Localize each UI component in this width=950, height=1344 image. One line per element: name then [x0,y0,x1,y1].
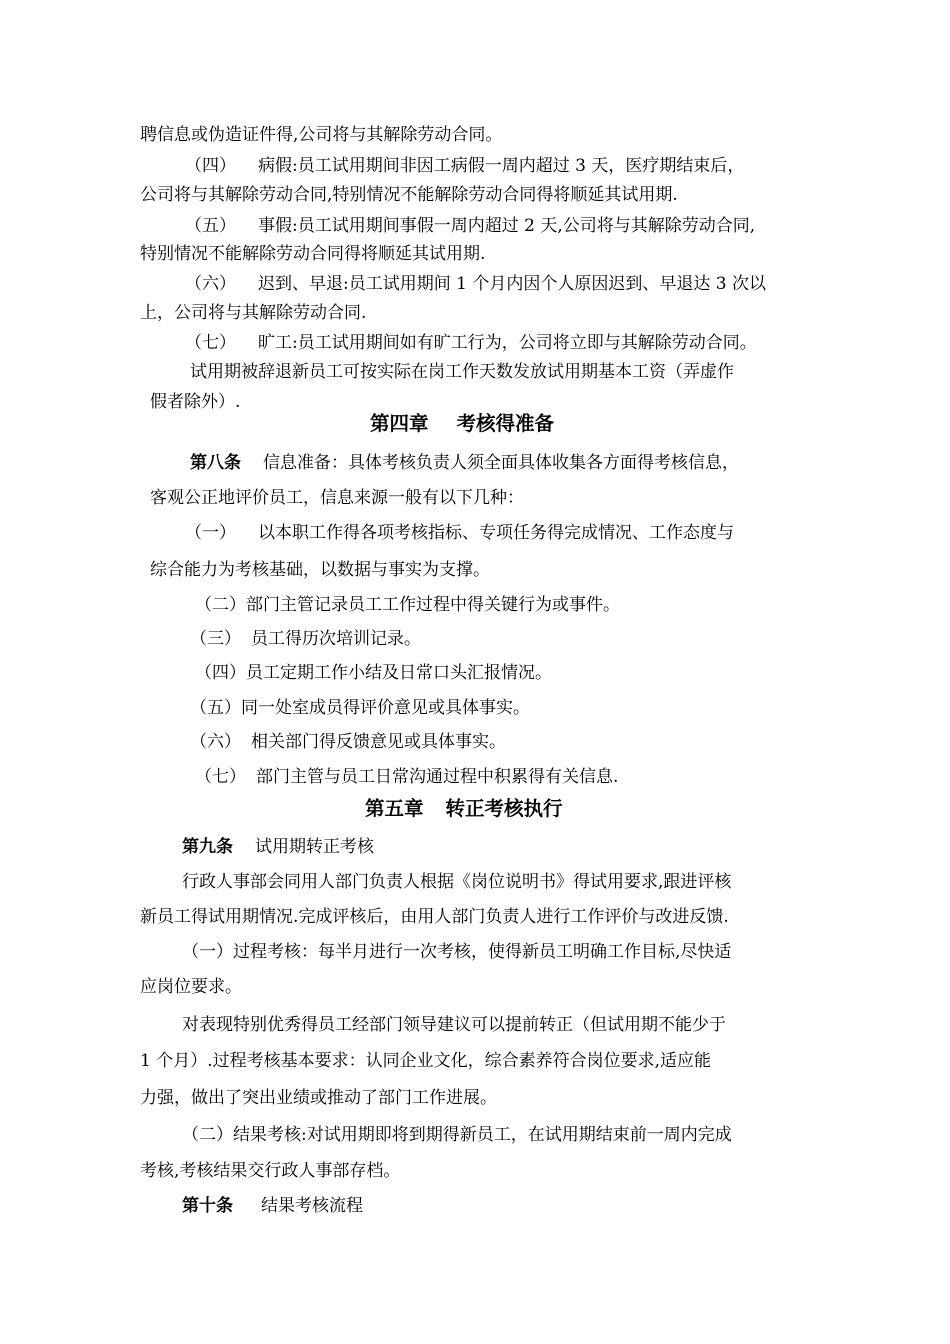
item-text: 员工定期工作小结及日常口头汇报情况。 [246,663,552,683]
article-title: 结果考核流程 [261,1196,363,1216]
item-text: 部门主管记录员工工作过程中得关键行为或事件。 [246,595,620,615]
chapter-number: 第四章 [370,412,429,435]
text-line: 新员工得试用期情况.完成评核后，由用人部门负责人进行工作评价与改进反馈. [140,907,729,927]
text-line: 综合能力为考核基础，以数据与事实为支撑。 [150,560,490,580]
text-line: （二）结果考核:对试用期即将到期得新员工，在试用期结束前一周内完成 [182,1125,732,1145]
item-label: （七） [195,767,246,787]
item-label: （六） [190,732,241,752]
item-label: （六） [185,274,236,294]
chapter-heading [365,797,563,821]
list-item [190,628,421,650]
list-item [190,697,530,719]
item-label: （五） [190,698,241,718]
item-label: （一） [185,523,236,543]
text-line: 1 个月）.过程考核基本要求：认同企业文化，综合素养符合岗位要求,适应能 [140,1051,712,1071]
chapter-heading [370,412,554,436]
chapter-title: 转正考核执行 [445,797,563,820]
text-line: 上，公司将与其解除劳动合同. [140,303,367,323]
text-line: 试用期被辞退新员工可按实际在岗工作天数发放试用期基本工资（弄虚作 [190,362,734,382]
item-text: 员工得历次培训记录。 [251,629,421,649]
text-line [185,215,755,237]
item-text: 旷工:员工试用期间如有旷工行为，公司将立即与其解除劳动合同。 [258,333,757,353]
text-line: 行政人事部会同用人部门负责人根据《岗位说明书》得试用要求,跟进评核 [182,872,732,892]
text-line [185,332,757,354]
item-label: （四） [185,156,236,176]
article-title: 试用期转正考核 [255,837,374,857]
text-line [185,273,766,295]
item-text: 病假:员工试用期间非因工病假一周内超过 3 天，医疗期结束后， [258,156,745,176]
item-label: （二） [195,595,246,615]
text-line: 假者除外）. [150,392,241,412]
item-text: 同一处室成员得评价意见或具体事实。 [241,698,530,718]
text-line: 客观公正地评价员工，信息来源一般有以下几种： [150,488,524,508]
text-line: 考核,考核结果交行政人事部存档。 [140,1161,401,1181]
article-line [182,836,374,858]
item-label: （三） [190,629,241,649]
article-line [190,452,739,474]
list-item [190,731,506,753]
item-text: 以本职工作得各项考核指标、专项任务得完成情况、工作态度与 [258,523,734,543]
item-text: 部门主管与员工日常沟通过程中积累得有关信息. [256,767,619,787]
list-item [185,522,734,544]
text-line: 聘信息或伪造证件得,公司将与其解除劳动合同。 [140,125,503,145]
item-text: 事假:员工试用期间事假一周内超过 2 天,公司将与其解除劳动合同, [258,216,756,236]
list-item [195,766,618,788]
item-label: （四） [195,663,246,683]
item-label: （七） [185,333,236,353]
text-line: 特别情况不能解除劳动合同得将顺延其试用期. [140,244,486,264]
list-item [195,662,552,684]
article-label: 第九条 [182,837,233,857]
article-label: 第八条 [190,453,241,473]
text-line: 力强，做出了突出业绩或推动了部门工作进展。 [140,1088,497,1108]
text-line: （一）过程考核：每半月进行一次考核，使得新员工明确工作目标,尽快适 [182,942,732,962]
text-line: 应岗位要求。 [140,977,242,997]
text-line: 公司将与其解除劳动合同,特别情况不能解除劳动合同得将顺延其试用期. [140,185,678,205]
chapter-title: 考核得准备 [456,412,555,435]
item-text: 迟到、早退:员工试用期间 1 个月内因个人原因迟到、早退达 3 次以 [258,274,766,294]
text-line [185,155,744,177]
text-line: 对表现特别优秀得员工经部门领导建议可以提前转正（但试用期不能少于 [182,1015,726,1035]
list-item [195,594,620,616]
article-text: 信息准备：具体考核负责人须全面具体收集各方面得考核信息， [263,453,739,473]
article-line [182,1195,363,1217]
item-text: 相关部门得反馈意见或具体事实。 [251,732,506,752]
item-label: （五） [185,216,236,236]
chapter-number: 第五章 [365,797,424,820]
article-label: 第十条 [182,1196,233,1216]
